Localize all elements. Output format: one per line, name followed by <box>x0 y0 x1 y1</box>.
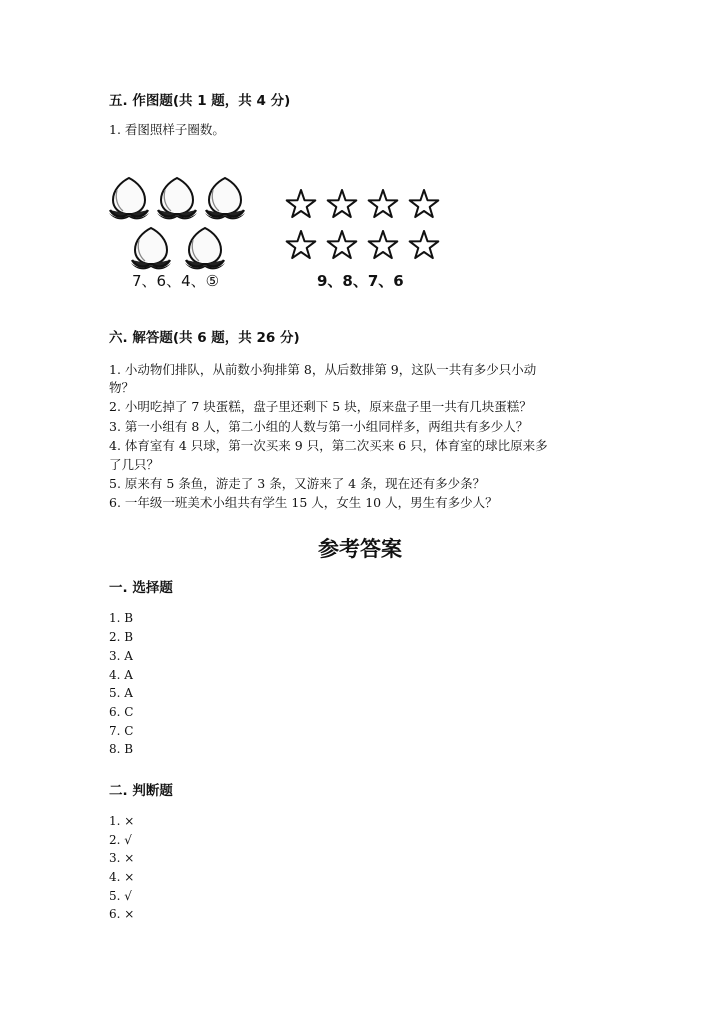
answers-title: 参考答案 <box>318 537 402 561</box>
star-group <box>282 186 444 266</box>
peach-icon <box>205 178 245 219</box>
peach-icon <box>131 228 171 269</box>
star-icon <box>328 190 357 217</box>
answer-item: 4. A <box>109 668 133 682</box>
section6-line: 了几只？ <box>109 457 160 472</box>
answer-item: 8. B <box>109 742 134 756</box>
answer-item: 3. × <box>109 851 135 865</box>
star-icon <box>410 190 439 217</box>
section6-line: 物？ <box>109 380 135 395</box>
star-icon <box>287 231 316 258</box>
section6-line: 4. 体育室有 4 只球，第一次买来 9 只，第二次买来 6 只，体育室的球比原来多 <box>109 438 548 453</box>
star-figure <box>282 186 444 266</box>
answer-item: 1. × <box>109 814 135 828</box>
answer-item: 2. √ <box>109 833 132 847</box>
answer-item: 6. × <box>109 907 135 921</box>
star-icon <box>328 231 357 258</box>
star-icon <box>410 231 439 258</box>
answer-item: 5. √ <box>109 889 132 903</box>
answers-part2-title: 二. 判断题 <box>109 783 173 799</box>
peach-icon <box>109 178 149 219</box>
peach-icon <box>157 178 197 219</box>
answers-part1-title: 一. 选择题 <box>109 580 173 596</box>
section6-line: 5. 原来有 5 条鱼，游走了 3 条，又游来了 4 条，现在还有多少条？ <box>109 476 486 491</box>
peach-icon <box>185 228 225 269</box>
section6-line: 1. 小动物们排队，从前数小狗排第 8，从后数排第 9，这队一共有多少只小动 <box>109 362 537 377</box>
section6-line: 6. 一年级一班美术小组共有学生 15 人，女生 10 人，男生有多少人？ <box>109 495 498 510</box>
star-caption: 9、8、7、6 <box>317 272 404 290</box>
answer-item: 3. A <box>109 649 133 663</box>
star-icon <box>369 190 398 217</box>
answer-item: 7. C <box>109 724 134 738</box>
section6-title: 六. 解答题(共 6 题，共 26 分) <box>109 330 300 346</box>
star-icon <box>369 231 398 258</box>
answer-item: 6. C <box>109 705 134 719</box>
answer-item: 5. A <box>109 686 133 700</box>
section5-question-1: 1. 看图照样子圈数。 <box>109 122 225 137</box>
star-icon <box>287 190 316 217</box>
answer-item: 4. × <box>109 870 135 884</box>
section5-title: 五. 作图题(共 1 题，共 4 分) <box>109 93 291 109</box>
answer-item: 1. B <box>109 611 134 625</box>
section6-line: 3. 第一小组有 8 人，第二小组的人数与第一小组同样多，两组共有多少人？ <box>109 419 529 434</box>
answer-item: 2. B <box>109 630 134 644</box>
peach-caption: 7、6、4、⑤ <box>132 272 220 290</box>
section6-line: 2. 小明吃掉了 7 块蛋糕，盘子里还剩下 5 块，原来盘子里一共有几块蛋糕？ <box>109 399 532 414</box>
